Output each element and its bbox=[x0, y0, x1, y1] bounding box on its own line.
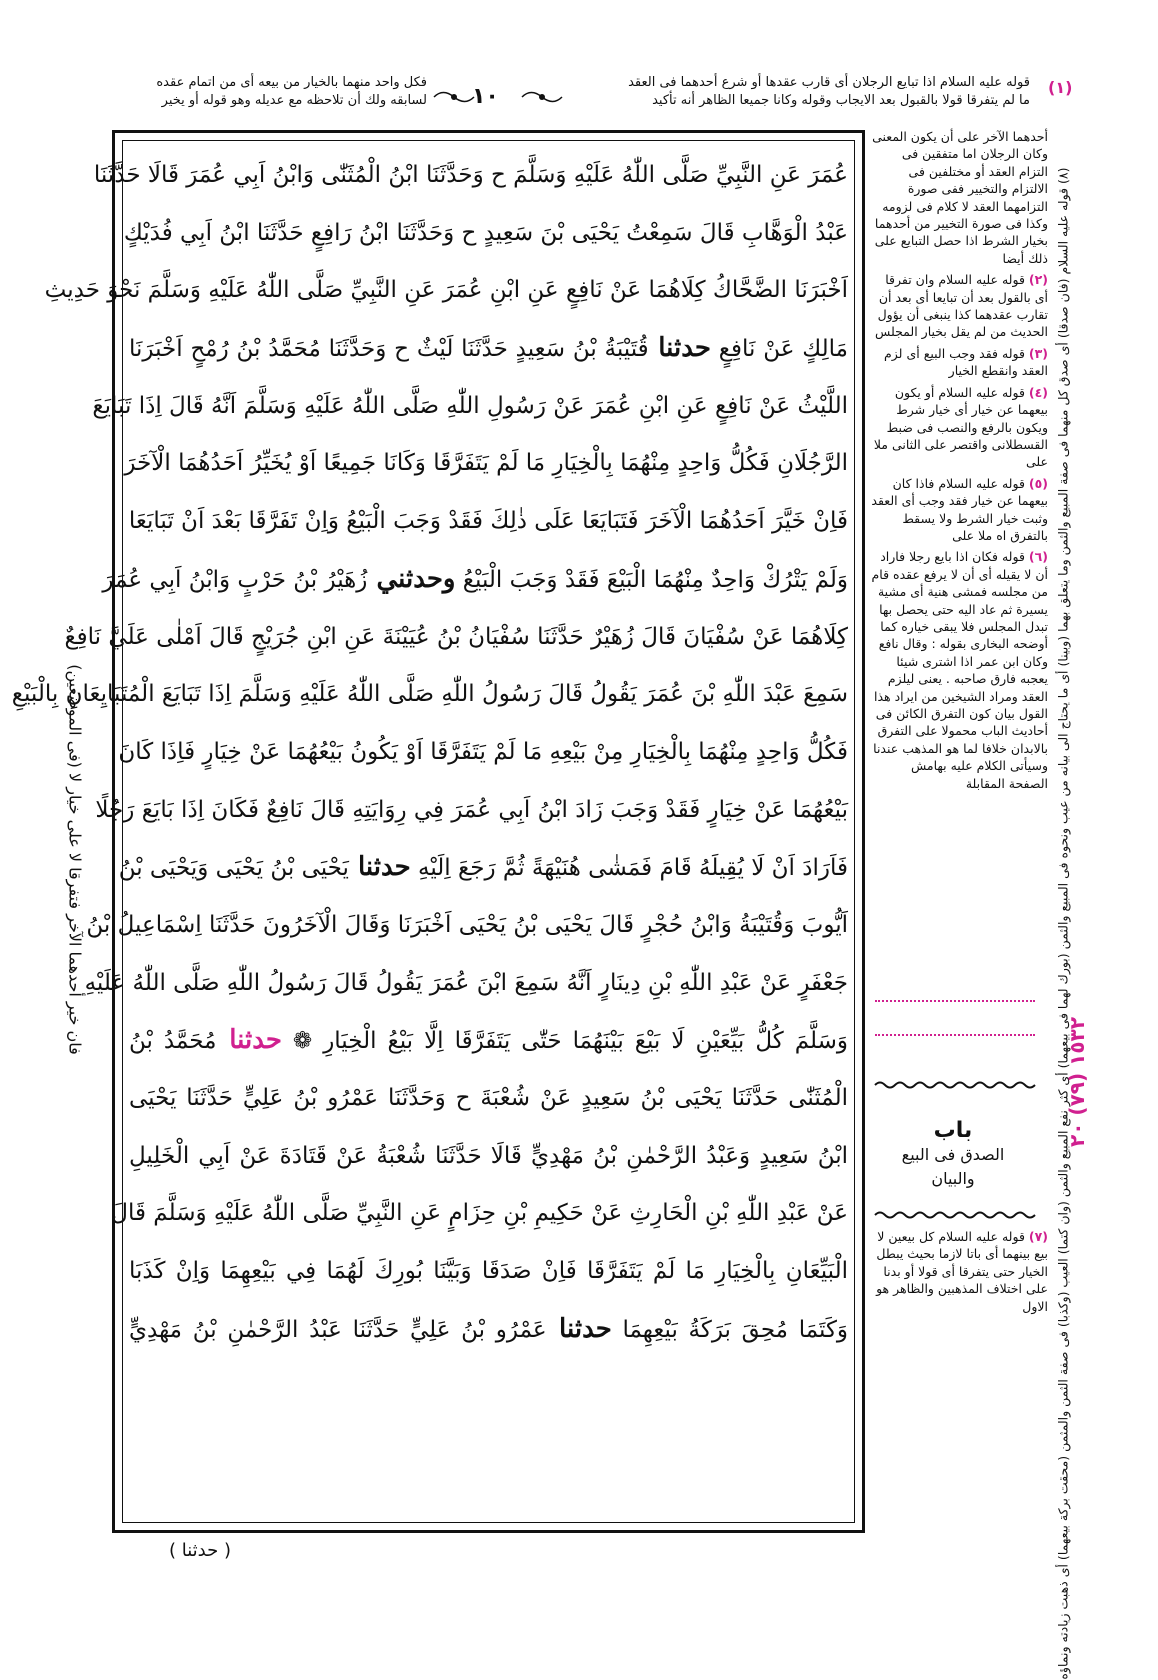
bab-title: باب bbox=[933, 1118, 973, 1143]
text-line bbox=[11, 666, 848, 724]
side-note-2 bbox=[870, 271, 1048, 341]
text-segment: مَالِكٍ عَنْ نَافِعٍ bbox=[710, 336, 848, 363]
text-segment: وَكَتَمَا مُحِقَ بَرَكَةُ بَيْعِهِمَا bbox=[611, 1316, 849, 1343]
side-note-2-text: قوله عليه السلام وان تفرقا أى بالقول بعد أن تبايعا أى بعد أن تقارب عقدهما كذا ينبغى أن يؤول الحديث من لم يقل بخيار المجلس bbox=[875, 272, 1048, 340]
text-segment: جَعْفَرٍ عَنْ عَبْدِ اللّٰهِ بْنِ دِينَارٍ اَنَّهُ سَمِعَ ابْنَ عُمَرَ يَقُولُ قَالَ رَسُولُ اللّٰهِ صَلَّى اللّٰهُ عَلَيْهِ bbox=[84, 969, 848, 996]
header-left-line2: لسابقه ولك أن تلاحظه مع عديله وهو قوله أو يخير bbox=[161, 93, 427, 108]
text-line bbox=[93, 147, 848, 205]
text-segment: ابْنُ سَعِيدٍ وَعَبْدُ الرَّحْمٰنِ بْنُ مَهْدِيٍّ قَالَا حَدَّثَنَا شُعْبَةُ عَنْ قَتَادَةَ عَنْ اَبِي الْخَلِيلِ bbox=[129, 1142, 848, 1169]
text-segment: فَاَرَادَ اَنْ لَا يُقِيلَهُ قَامَ فَمَشٰى هُنَيْهَةً ثُمَّ رَجَعَ اِلَيْهِ bbox=[410, 855, 848, 882]
side-note-6-text: قوله فكان اذا بايع رجلا فاراد أن لا يقيله أى أن لا يرفع عقده قام من مجلسه فمشى هنية أى مشية يسيرة ثم عاد اليه حتى يحصل بها تبدل المجلس فلا يبقى خياره كما أوضحه البخارى بقوله : وقال نافع وكان ابن عمر اذا اشترى شيئا يعجبه فارق صاحبه . يعنى ليلزم العقد ومراد الشيخين من ايراد هذا القول بيان كون التفرق الكائن فى أحاديث الباب محمولا على التفرق بالابدان خلافا لما هو المذهب عندنا وسيأتى الكلام عليه بهامش الصفحة المقابلة bbox=[871, 549, 1048, 791]
text-line bbox=[111, 1185, 848, 1243]
text-segment: اللَّيْثُ عَنْ نَافِعٍ عَنِ ابْنِ عُمَرَ عَنْ رَسُولِ اللّٰهِ صَلَّى اللّٰهُ عَلَيْهِ وَسَلَّمَ اَنَّهُ قَالَ اِذَا تَبَايَعَ bbox=[92, 392, 848, 419]
text-line bbox=[44, 262, 848, 320]
isnad-keyword: حدثنا bbox=[648, 333, 711, 364]
side-note-7-text: قوله عليه السلام كل بيعين لا بيع بينهما أى باتا لازما بحيث يبطل الخيار حتى يتفرقا أى قولا أو بدنا على اختلاف المذهبين والظاهر هو الاول bbox=[876, 1229, 1048, 1314]
text-segment: كِلَاهُمَا عَنْ سُفْيَانَ قَالَ زُهَيْرٌ حَدَّثَنَا سُفْيَانُ بْنُ عُيَيْنَةَ عَنِ ابْنِ جُرَيْجٍ قَالَ اَمْلٰى عَلَيَّ نَافِعٌ bbox=[64, 623, 848, 650]
header-left-text bbox=[104, 74, 427, 110]
text-line bbox=[118, 839, 848, 897]
text-line bbox=[86, 897, 848, 955]
side-note-3-number: (٣) bbox=[1028, 345, 1048, 361]
side-note-5-text: قوله عليه السلام فاذا كان بيعهما عن خيار فقد وجب أى العقد وثبت خيار الشرط ولا يسقط بالتفرق اه ملا على bbox=[871, 475, 1048, 543]
isnad-keyword: وحدثني bbox=[367, 563, 456, 594]
left-margin-note: فان خير أحدهما الآخر فتفرقا لا على خيار لا (فى الموضعين) bbox=[65, 664, 85, 1055]
text-segment: مُحَمَّدُ بْنُ bbox=[129, 1028, 217, 1055]
text-line bbox=[129, 320, 848, 378]
text-segment: زُهَيْرُ بْنُ حَرْبٍ وَابْنُ اَبِي عُمَرَ bbox=[102, 566, 368, 593]
footer-catchword: ( حدثنا ) bbox=[169, 1540, 231, 1561]
text-line bbox=[129, 1301, 848, 1359]
reference-number: ١٥٣٢ (٧٩) ٢٠ bbox=[1065, 1017, 1089, 1147]
isnad-keyword: حدثنا bbox=[348, 852, 411, 883]
side-note-7 bbox=[870, 1228, 1048, 1315]
text-segment: سَمِعَ عَبْدَ اللّٰهِ بْنَ عُمَرَ يَقُولُ قَالَ رَسُولُ اللّٰهِ صَلَّى اللّٰهُ عَلَيْهِ وَسَلَّمَ اِذَا تَبَايَعَ الْمُتَبَايِعَانِ بِالْبَيْعِ bbox=[11, 681, 848, 708]
wave-divider-icon bbox=[875, 1080, 1035, 1090]
side-note-4-text: قوله عليه السلام أو يكون بيعهما عن خيار أى خيار شرط ويكون بالرفع والنصب فى ضبط القسطلانى واقتصر على الثانى ملا على bbox=[873, 384, 1048, 470]
side-note-2-number: (٢) bbox=[1028, 272, 1048, 288]
text-segment: وَلَمْ يَتْرُكْ وَاحِدٌ مِنْهُمَا الْبَيْعَ فَقَدْ وَجَبَ الْبَيْعُ bbox=[455, 566, 848, 593]
right-margin-note: (٨) قوله عليه السلام (فان صدقا) أى صدق كل منهما فى صفة المبيع والثمن وما يتعلق بهما (وبينا) أى ما يحتاج الى بيانه من عيب ونحوه فى المبيع والثمن (بورك لهما فى بيعهما) أى كثر نفع المبيع والثمن (وان كتما) العيب (وكذبا) فى صفة الثمن والمثمن (محقت بركة بيعهما) أى ذهبت زيادته ونماؤه bbox=[1055, 167, 1071, 1680]
text-line bbox=[129, 493, 848, 551]
text-segment: فَاِنْ خَيَّرَ اَحَدُهُمَا الْآخَرَ فَتَبَايَعَا عَلَى ذٰلِكَ فَقَدْ وَجَبَ الْبَيْعُ وَاِنْ تَفَرَّقَا بَعْدَ اَنْ تَبَايَعَا bbox=[128, 508, 848, 535]
text-segment: عُمَرَ عَنِ النَّبِيِّ صَلَّى اللّٰهُ عَلَيْهِ وَسَلَّمَ ح وَحَدَّثَنَا ابْنُ الْمُثَنّٰى وَابْنُ اَبِي عُمَرَ قَالَا حَدَّثَنَا bbox=[93, 162, 848, 188]
text-line bbox=[129, 1012, 848, 1070]
side-note-5-number: (٥) bbox=[1028, 475, 1048, 491]
dotted-divider-1 bbox=[875, 1000, 1035, 1002]
side-note-6-number: (٦) bbox=[1028, 549, 1048, 565]
text-line bbox=[95, 782, 848, 840]
text-segment: يَحْيَى بْنُ يَحْيَى وَيَحْيَى بْنُ bbox=[118, 855, 349, 882]
text-segment: عَبْدُ الْوَهَّابِ قَالَ سَمِعْتُ يَحْيَى بْنَ سَعِيدٍ ح وَحَدَّثَنَا ابْنُ رَافِعٍ حَدَّثَنَا ابْنُ اَبِي فُدَيْكٍ bbox=[123, 219, 848, 246]
isnad-keyword: حدثنا bbox=[546, 1313, 612, 1344]
header-note-marker: (١) bbox=[1048, 78, 1073, 97]
header-right-text bbox=[568, 74, 1030, 110]
text-segment: قُتَيْبَةُ بْنُ سَعِيدٍ حَدَّثَنَا لَيْثٌ ح وَحَدَّثَنَا مُحَمَّدُ بْنُ رُمْحٍ اَخْبَرَنَا bbox=[129, 336, 649, 363]
ornament-right-icon bbox=[520, 88, 564, 106]
text-line bbox=[84, 955, 848, 1013]
header-right-line2: ما لم يتفرقا قولا بالقبول بعد الايجاب وقوله وكانا جميعا الظاهر أنه تأكيد bbox=[652, 93, 1030, 108]
text-segment: الرَّجُلَانِ فَكُلُّ وَاحِدٍ مِنْهُمَا بِالْخِيَارِ مَا لَمْ يَتَفَرَّقَا وَكَانَا جَمِيعًا اَوْ يُخَيِّرُ اَحَدُهُمَا الْآخَرَ bbox=[124, 450, 848, 477]
text-segment: بَيْعُهُمَا عَنْ خِيَارٍ فَقَدْ وَجَبَ زَادَ ابْنُ اَبِي عُمَرَ فِي رِوَايَتِهِ قَالَ نَافِعٌ فَكَانَ اِذَا بَايَعَ رَجُلًا bbox=[95, 796, 848, 823]
bab-subtitle: الصدق فى البيع والبيان bbox=[901, 1145, 1005, 1188]
text-segment: وَسَلَّمَ كُلُّ بَيِّعَيْنِ لَا بَيْعَ بَيْنَهُمَا حَتّٰى يَتَفَرَّقَا اِلَّا بَيْعُ الْخِيَارِ ❁ bbox=[281, 1028, 848, 1055]
text-line bbox=[129, 1070, 848, 1128]
text-segment: اَيُّوبَ وَقُتَيْبَةُ وَابْنُ حُجْرٍ قَالَ يَحْيَى بْنُ يَحْيَى اَخْبَرَنَا وَقَالَ الْآخَرُونَ حَدَّثَنَا اِسْمَاعِيلُ بْنُ bbox=[86, 911, 848, 938]
side-note-4 bbox=[870, 384, 1048, 471]
text-segment: الْبَيِّعَانِ بِالْخِيَارِ مَا لَمْ يَتَفَرَّقَا فَاِنْ صَدَقَا وَبَيَّنَا بُورِكَ لَهُمَا فِي بَيْعِهِمَا وَاِنْ كَذَبَا bbox=[129, 1258, 848, 1285]
text-line bbox=[102, 551, 848, 609]
side-note-4-number: (٤) bbox=[1028, 384, 1048, 400]
text-segment: عَنْ عَبْدِ اللّٰهِ بْنِ الْحَارِثِ عَنْ حَكِيمِ بْنِ حِزَامٍ عَنِ النَّبِيِّ صَلَّى اللّٰهُ عَلَيْهِ وَسَلَّمَ قَالَ bbox=[111, 1200, 848, 1227]
text-line bbox=[123, 205, 848, 263]
side-note-1: أحدهما الآخر على أن يكون المعنى وكان الرجلان اما متفقين فى التزام العقد أو مختلفين فى الالتزام والتخيير ففى صورة التزامهما العقد لا كلام فى لزومه وكذا فى صورة التخيير من أحدهما بخيار الشرط اذا حصل التبايع على ذلك أيضا bbox=[872, 129, 1048, 266]
side-note-3-text: قوله فقد وجب البيع أى لزم العقد وانقطع الخيار bbox=[884, 345, 1048, 379]
side-notes-column bbox=[870, 128, 1048, 796]
reference-number-box bbox=[1062, 1000, 1090, 1170]
bab-heading bbox=[878, 1118, 1028, 1191]
text-line bbox=[92, 378, 848, 436]
text-segment: الْمُثَنّٰى حَدَّثَنَا يَحْيَى بْنُ سَعِيدٍ عَنْ شُعْبَةَ ح وَحَدَّثَنَا عَمْرُو بْنُ عَلِيٍّ حَدَّثَنَا يَحْيَى bbox=[129, 1085, 848, 1111]
text-line bbox=[129, 1243, 848, 1301]
side-note-3 bbox=[870, 345, 1048, 380]
left-margin-rail bbox=[60, 500, 90, 1220]
dotted-divider-2 bbox=[875, 1034, 1035, 1036]
header-right-line1: قوله عليه السلام اذا تبايع الرجلان أى قارب عقدها أو شرع أحدهما فى العقد bbox=[628, 75, 1030, 90]
text-line bbox=[118, 724, 848, 782]
right-margin-rail bbox=[1048, 150, 1078, 1680]
side-note-7-number: (٧) bbox=[1028, 1229, 1048, 1244]
isnad-keyword: حدثنا bbox=[216, 1025, 282, 1056]
page-number: ١٠ bbox=[472, 84, 499, 109]
text-segment: عَمْرُو بْنُ عَلِيٍّ حَدَّثَنَا عَبْدُ الرَّحْمٰنِ بْنُ مَهْدِيٍّ bbox=[129, 1316, 547, 1343]
text-segment: اَخْبَرَنَا الضَّحَّاكُ كِلَاهُمَا عَنْ نَافِعٍ عَنِ ابْنِ عُمَرَ عَنِ النَّبِيِّ صَلَّى اللّٰهُ عَلَيْهِ وَسَلَّمَ نَحْوَ حَدِيثِ bbox=[44, 277, 848, 304]
ornament-left-icon bbox=[432, 88, 476, 106]
text-line bbox=[124, 435, 848, 493]
header-left-line1: فكل واحد منهما بالخيار من بيعه أى من اتمام عقده bbox=[156, 75, 427, 90]
side-note-5 bbox=[870, 475, 1048, 545]
text-line bbox=[129, 1128, 848, 1186]
text-line bbox=[64, 609, 848, 667]
wave-divider-2-icon bbox=[875, 1210, 1035, 1220]
text-segment: فَكُلُّ وَاحِدٍ مِنْهُمَا بِالْخِيَارِ مِنْ بَيْعِهِ مَا لَمْ يَتَفَرَّقَا اَوْ يَكُونُ بَيْعُهُمَا عَنْ خِيَارٍ فَاِذَا كَانَ bbox=[118, 738, 848, 765]
side-note-6 bbox=[870, 548, 1048, 792]
